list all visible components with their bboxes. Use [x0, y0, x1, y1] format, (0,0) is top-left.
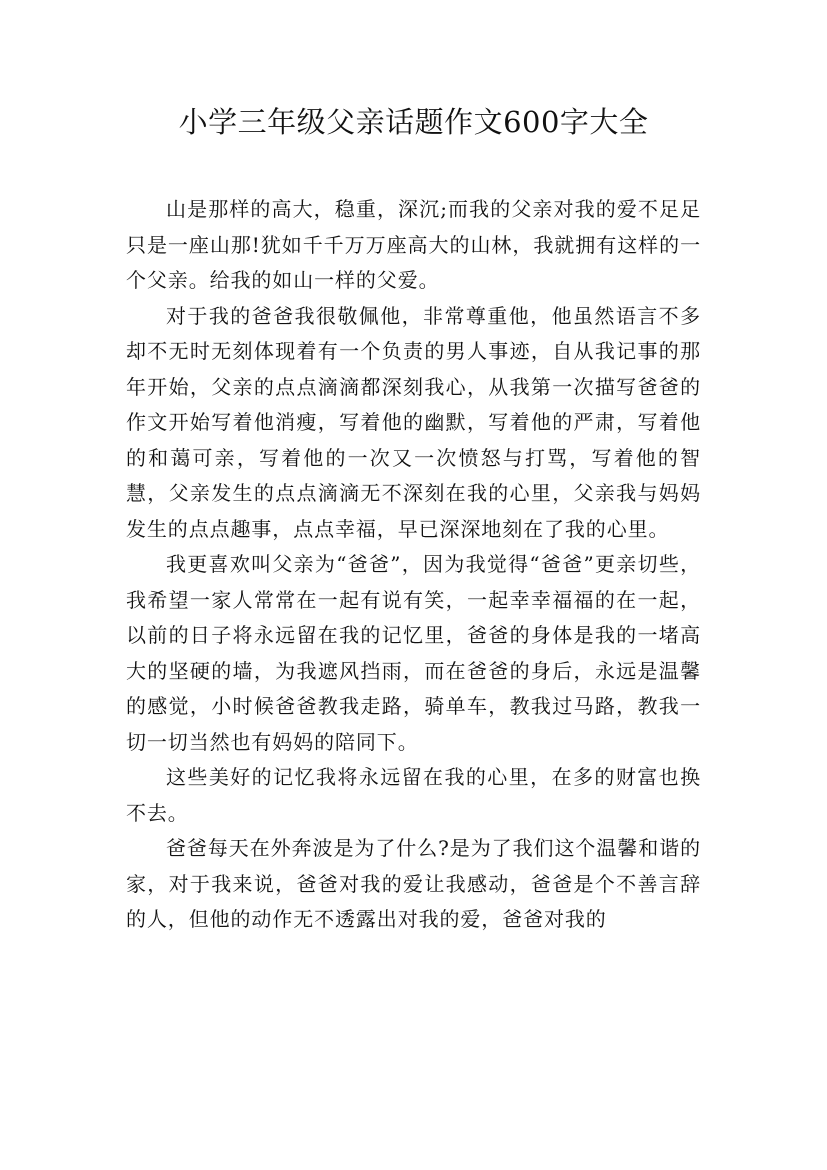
document-title: 小学三年级父亲话题作文600字大全 — [178, 105, 649, 139]
document-body — [126, 192, 701, 938]
paragraph: 这些美好的记忆我将永远留在我的心里，在多的财富也换不去。 — [126, 765, 701, 825]
paragraph: 对于我的爸爸我很敬佩他，非常尊重他，他虽然语言不多却不无时无刻体现着有一个负责的男人事迹，自从我记事的那年开始，父亲的点点滴滴都深刻我心，从我第一次描写爸爸的作文开始写着他消瘦，写着他的幽默，写着他的严肃，写着他的和蔼可亲，写着他的一次又一次愤怒与打骂，写着他的智慧，父亲发生的点点滴滴无不深刻在我的心里，父亲我与妈妈发生的点点趣事，点点幸福，早已深深地刻在了我的心里。 — [126, 303, 701, 541]
paragraph: 山是那样的高大，稳重，深沉;而我的父亲对我的爱不足足只是一座山那!犹如千千万万座高大的山林，我就拥有这样的一个父亲。给我的如山一样的父爱。 — [126, 197, 701, 292]
paragraph: 我更喜欢叫父亲为“爸爸”，因为我觉得“爸爸”更亲切些，我希望一家人常常在一起有说有笑，一起幸幸福福的在一起，以前的日子将永远留在我的记忆里，爸爸的身体是我的一堵高大的坚硬的墙，为我遮风挡雨，而在爸爸的身后，永远是温馨的感觉，小时候爸爸教我走路，骑单车，教我过马路，教我一切一切当然也有妈妈的陪同下。 — [126, 552, 701, 754]
paragraph: 爸爸每天在外奔波是为了什么?是为了我们这个温馨和谐的家，对于我来说，爸爸对我的爱让我感动，爸爸是个不善言辞的人，但他的动作无不透露出对我的爱，爸爸对我的 — [126, 836, 701, 931]
